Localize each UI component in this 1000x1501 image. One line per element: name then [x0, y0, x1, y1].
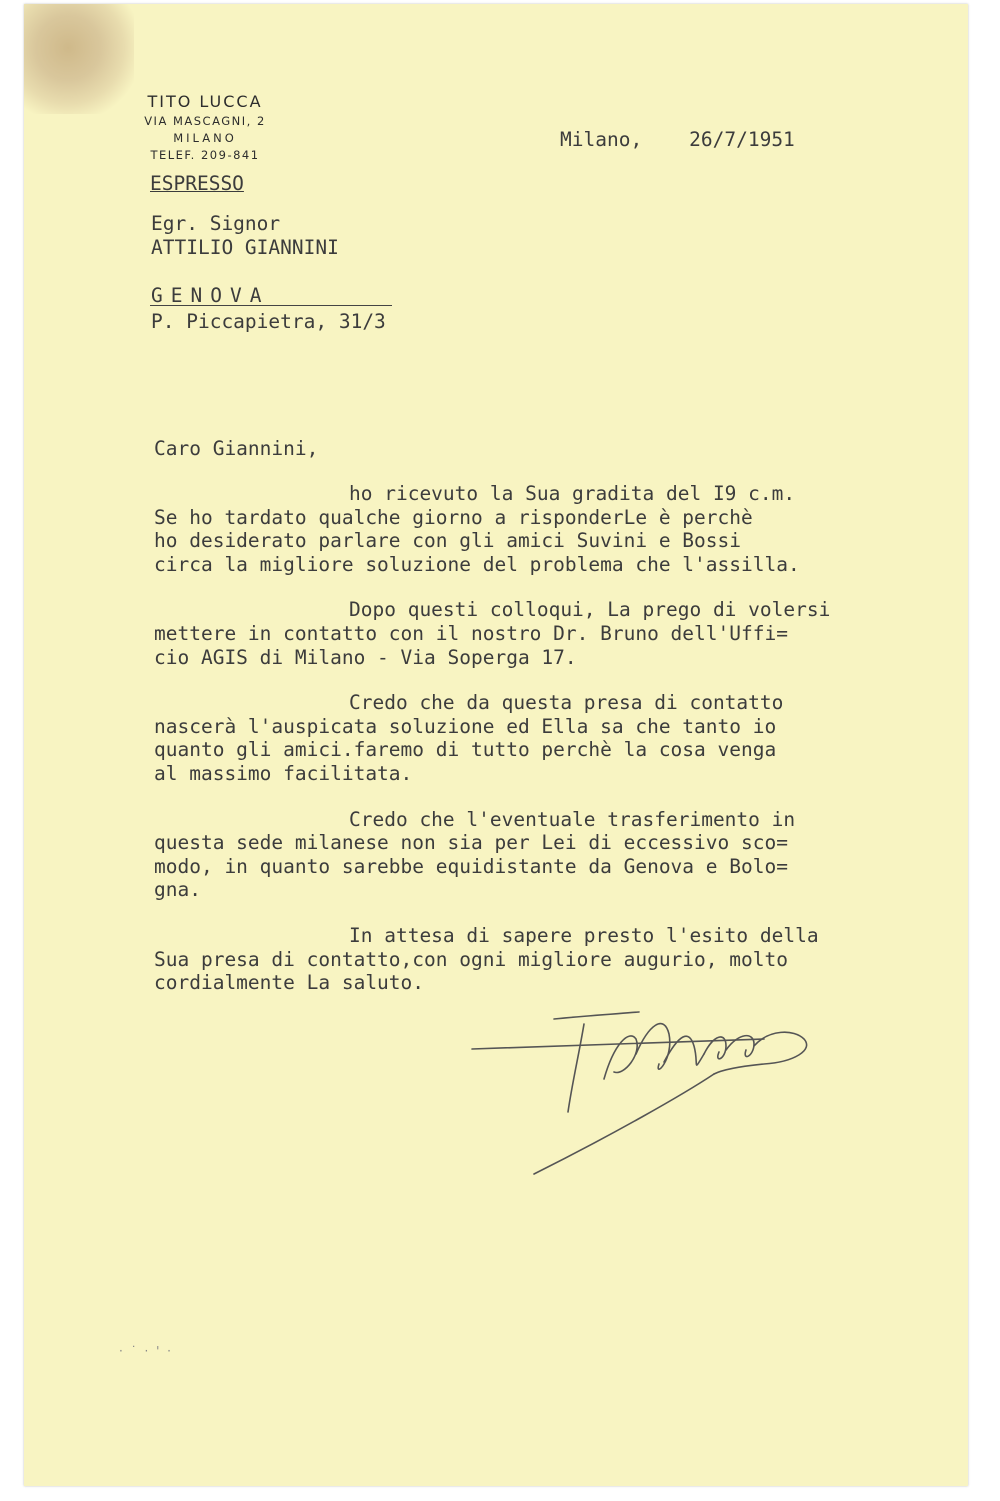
letterhead-street: VIA MASCAGNI, 2 [144, 114, 266, 128]
signature [464, 984, 864, 1184]
paragraph-line: ho desiderato parlare con gli amici Suvini e Bossi [154, 529, 741, 553]
greeting: Caro Giannini, [154, 437, 319, 460]
paper-specks: · ˙ · ' · [119, 1344, 173, 1358]
paragraph-line: In attesa di sapere presto l'esito della [349, 923, 819, 947]
recipient-title: Egr. Signor [151, 212, 281, 235]
letter-date: Milano, 26/7/1951 [560, 128, 795, 151]
paragraph-line: cio AGIS di Milano - Via Soperga 17. [154, 645, 577, 669]
paragraph-line: gna. [154, 878, 201, 902]
letterhead [120, 92, 290, 162]
recipient-street: P. Piccapietra, 31/3 [151, 310, 386, 333]
recipient-city: GENOVA [151, 284, 270, 307]
paragraph-line: al massimo facilitata. [154, 761, 413, 785]
paragraph [154, 482, 944, 576]
paragraph [154, 691, 944, 785]
paper-stain [24, 4, 134, 114]
paragraph-line: nascerà l'auspicata soluzione ed Ella sa che tanto io [154, 714, 777, 738]
paragraph [154, 808, 944, 902]
letter-body [154, 482, 944, 1017]
letterhead-city: MILANO [173, 131, 237, 145]
paragraph-line: mettere in contatto con il nostro Dr. Bruno dell'Uffi= [154, 621, 788, 645]
paragraph-line: ho ricevuto la Sua gradita del I9 c.m. [349, 482, 796, 505]
paragraph-line: Se ho tardato qualche giorno a risponderLe è perchè [154, 505, 753, 529]
paragraph-line: circa la migliore soluzione del problema che l'assilla. [154, 552, 800, 576]
paragraph-line: Dopo questi colloqui, La prego di volersi [349, 598, 831, 622]
paragraph-line: Credo che da questa presa di contatto [349, 691, 784, 715]
paragraph-line: modo, in quanto sarebbe equidistante da Genova e Bolo= [154, 854, 788, 878]
paragraph-line: questa sede milanese non sia per Lei di eccessivo sco= [154, 831, 788, 855]
paragraph-line: quanto gli amici.faremo di tutto perchè la cosa venga [154, 738, 777, 762]
letterhead-phone: TELEF. 209-841 [150, 148, 260, 162]
paragraph-line: Credo che l'eventuale trasferimento in [349, 807, 796, 831]
paragraph-line: Sua presa di contatto,con ogni migliore augurio, molto [154, 947, 788, 971]
paragraph [154, 598, 944, 669]
delivery-mark: ESPRESSO [150, 172, 244, 195]
city-underline [150, 305, 392, 306]
letterhead-name: TITO LUCCA [147, 92, 263, 111]
letter-sheet [24, 4, 968, 1486]
recipient-name: ATTILIO GIANNINI [151, 236, 339, 259]
paragraph-line: cordialmente La saluto. [154, 971, 425, 995]
